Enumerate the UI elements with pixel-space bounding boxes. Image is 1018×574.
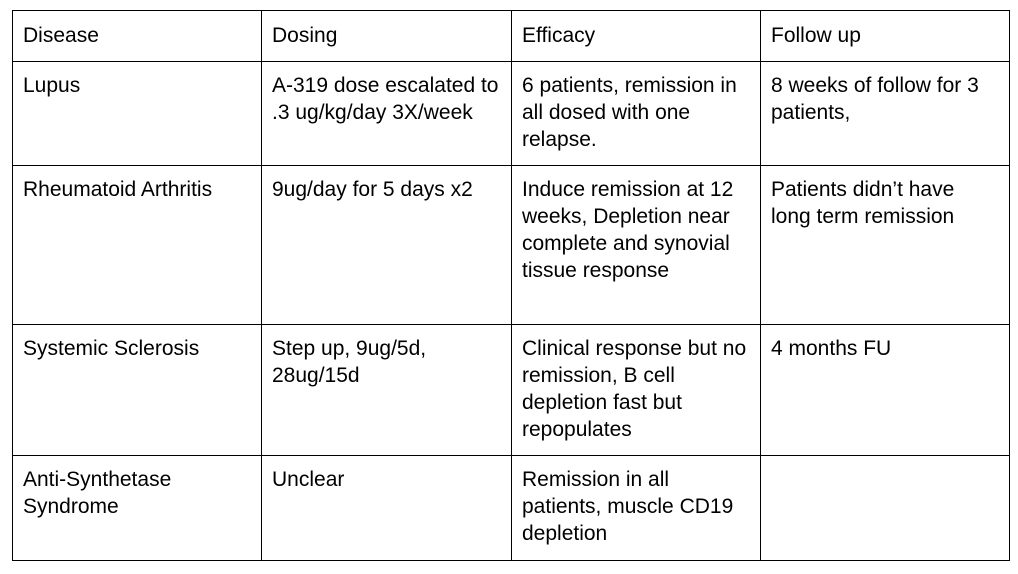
disease-table [12, 10, 1010, 561]
cell-disease: Anti-Synthetase Syndrome [13, 456, 262, 561]
header-disease: Disease [13, 11, 262, 62]
header-efficacy: Efficacy [512, 11, 761, 62]
cell-dosing: 9ug/day for 5 days x2 [262, 166, 512, 325]
cell-disease: Systemic Sclerosis [13, 325, 262, 456]
header-dosing: Dosing [262, 11, 512, 62]
cell-follow-up: 8 weeks of follow for 3 patients, [761, 62, 1010, 166]
cell-follow-up [761, 456, 1010, 561]
table-row [13, 325, 1010, 456]
table-row [13, 456, 1010, 561]
cell-efficacy: Induce remission at 12 weeks, Depletion near complete and synovial tissue response [512, 166, 761, 325]
cell-dosing: A-319 dose escalated to .3 ug/kg/day 3X/week [262, 62, 512, 166]
table-header-row [13, 11, 1010, 62]
table-row [13, 166, 1010, 325]
cell-dosing: Step up, 9ug/5d, 28ug/15d [262, 325, 512, 456]
cell-disease: Lupus [13, 62, 262, 166]
table-row [13, 62, 1010, 166]
cell-follow-up: 4 months FU [761, 325, 1010, 456]
cell-efficacy: Clinical response but no remission, B cell depletion fast but repopulates [512, 325, 761, 456]
cell-follow-up: Patients didn’t have long term remission [761, 166, 1010, 325]
cell-dosing: Unclear [262, 456, 512, 561]
header-follow-up: Follow up [761, 11, 1010, 62]
cell-disease: Rheumatoid Arthritis [13, 166, 262, 325]
cell-efficacy: 6 patients, remission in all dosed with one relapse. [512, 62, 761, 166]
cell-efficacy: Remission in all patients, muscle CD19 depletion [512, 456, 761, 561]
